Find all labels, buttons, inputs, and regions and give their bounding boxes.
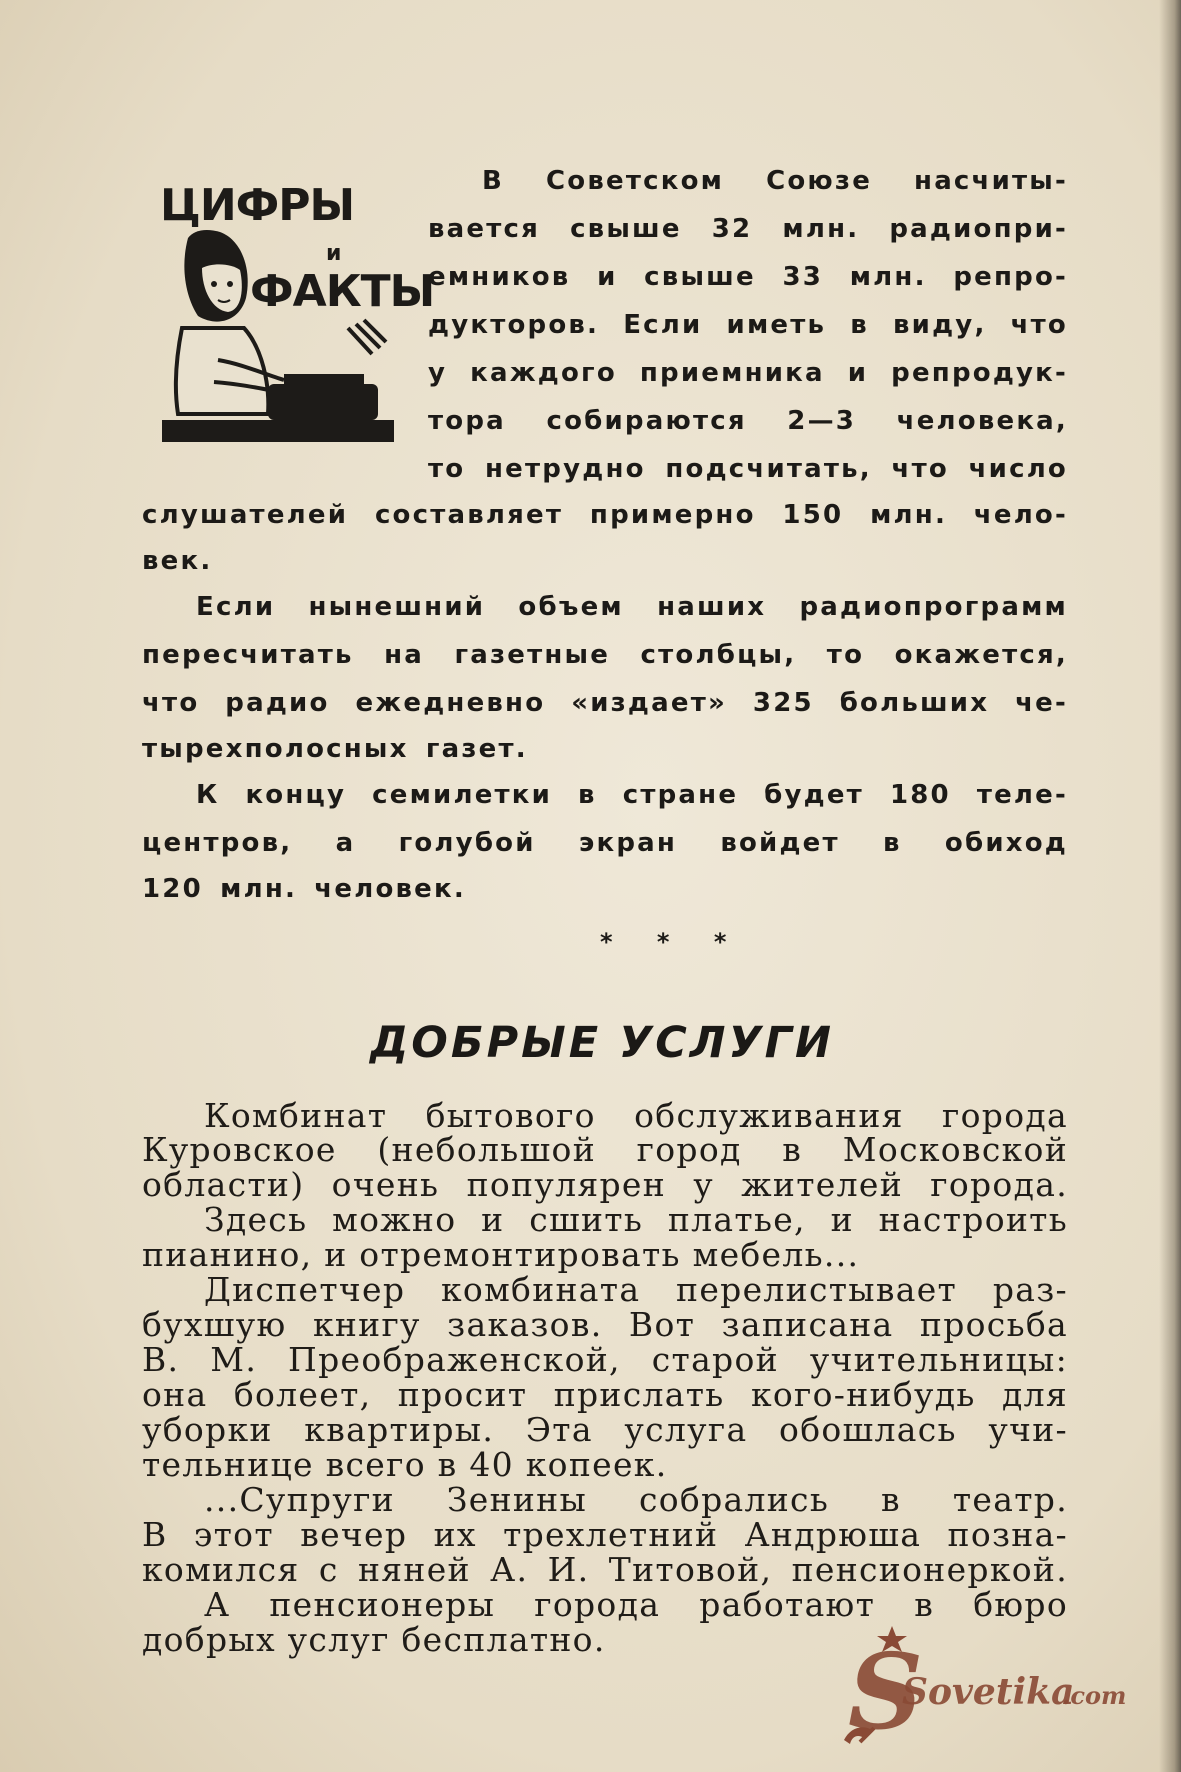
text-line: ...Супруги Зенины собрались в театр. [204, 1480, 1068, 1519]
text-line: емников и свыше 33 млн. репро- [428, 262, 1068, 292]
text-line: у каждого приемника и репродук- [428, 358, 1068, 388]
text-line: А пенсионеры города работают в бюро [204, 1585, 1068, 1624]
article-title: ДОБРЫЕ УСЛУГИ [370, 1018, 835, 1068]
text-line: бухшую книгу заказов. Вот записана просьба [142, 1305, 1068, 1344]
text-line: В этот вечер их трехлетний Андрюша позна- [142, 1515, 1068, 1554]
text-line: она болеет, просит прислать кого-нибудь для [142, 1375, 1068, 1414]
text-line: пересчитать на газетные столбцы, то окажется, [142, 640, 1068, 670]
text-line: дукторов. Если иметь в виду, что [428, 310, 1068, 340]
text-line: К концу семилетки в стране будет 180 теле- [196, 780, 1068, 810]
figures-and-facts-emblem [158, 178, 435, 446]
text-line: Комбинат бытового обслуживания города [204, 1096, 1068, 1135]
text-line: Если нынешний объем наших радиопрограмм [196, 592, 1068, 622]
text-line: тельнице всего в 40 копеек. [142, 1445, 668, 1484]
text-line: В Советском Союзе насчиты- [482, 166, 1068, 196]
text-line: вается свыше 32 млн. радиопри- [428, 214, 1068, 244]
text-line: области) очень популярен у жителей города. [142, 1165, 1068, 1204]
text-line: уборки квартиры. Эта услуга обошлась учи- [142, 1410, 1068, 1449]
text-line: добрых услуг бесплатно. [142, 1620, 606, 1659]
text-line: Диспетчер комбината перелистывает раз- [204, 1270, 1068, 1309]
text-line: тырехполосных газет. [142, 734, 528, 764]
section-separator: * * * [600, 928, 745, 956]
text-line: век. [142, 546, 213, 576]
text-line: В. М. Преображенской, старой учительницы: [142, 1340, 1068, 1379]
book-spine-shadow [1159, 0, 1181, 1772]
text-line: Куровское (небольшой город в Московской [142, 1130, 1068, 1169]
watermark-s-letter: S [848, 1630, 924, 1753]
text-line: 120 млн. человек. [142, 874, 466, 904]
text-line: Здесь можно и сшить платье, и настроить [204, 1200, 1068, 1239]
sovetika-watermark [830, 1620, 1170, 1760]
girl-typing-icon [162, 230, 394, 442]
emblem-word-figures: ЦИФРЫ [160, 180, 355, 231]
text-line: слушателей составляет примерно 150 млн. чело- [142, 500, 1068, 530]
emblem-word-and: и [326, 241, 342, 266]
text-line: тора собираются 2—3 человека, [428, 406, 1068, 436]
text-line: комился с няней А. И. Титовой, пенсионеркой. [142, 1550, 1068, 1589]
text-line: то нетрудно подсчитать, что число [428, 454, 1068, 484]
watermark-brand: Sovetika [902, 1671, 1075, 1713]
text-line: пианино, и отремонтировать мебель... [142, 1235, 860, 1274]
watermark-suffix: .com [1062, 1681, 1127, 1710]
text-line: что радио ежедневно «издает» 325 больших че- [142, 688, 1068, 718]
text-line: центров, а голубой экран войдет в обиход [142, 828, 1068, 858]
emblem-word-facts: ФАКТЫ [250, 266, 435, 317]
